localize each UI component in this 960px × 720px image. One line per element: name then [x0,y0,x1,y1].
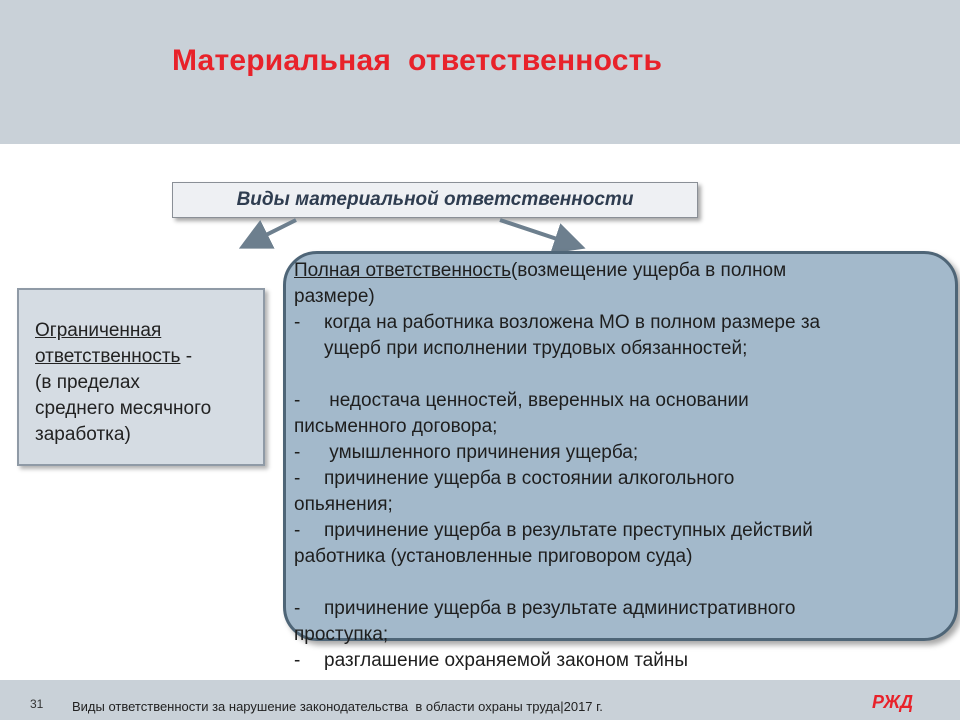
list-item-cont: ущерб при исполнении трудовых обязанностей; [324,338,748,359]
item-dash: - [294,390,301,411]
limited-liability-box [17,288,265,466]
item-dash: - [294,598,301,619]
footer-text: Виды ответственности за нарушение законодательства в области охраны труда|2017 г. [72,699,603,714]
list-item: разглашение охраняемой законом тайны [324,650,689,671]
list-item-cont: опьянения; [294,494,393,515]
full-heading: Полная ответственность [294,260,511,281]
list-item-cont: проступка; [294,624,389,645]
types-heading: Виды материальной ответственности [236,189,634,210]
arrow-right [500,220,578,246]
list-item: причинение ущерба в результате преступных действий [324,520,813,541]
list-item: причинение ущерба в состоянии алкогольного [324,468,735,489]
item-dash: - [294,468,301,489]
list-item: умышленного причинения ущерба; [324,442,639,463]
full-heading-rest: (возмещение ущерба в полном [510,260,787,281]
list-item-cont: работника (установленные приговором суда) [294,546,693,567]
page-number: 31 [30,697,44,711]
item-dash: - [294,312,301,333]
rzd-logo-icon [868,688,938,714]
full-liability-text [294,258,954,674]
limited-dash: - [180,346,193,367]
arrow-left [246,220,296,245]
limited-line5: заработка) [35,424,131,445]
list-item: причинение ущерба в результате административного [324,598,796,619]
list-item-cont: письменного договора; [294,416,498,437]
limited-line4: среднего месячного [35,398,212,419]
limited-heading-line2: ответственность [35,346,181,367]
item-dash: - [294,442,301,463]
item-dash: - [294,520,301,541]
types-heading-box [172,182,698,218]
list-item: когда на работника возложена МО в полном размере за [324,312,821,333]
svg-text:РЖД: РЖД [872,692,914,712]
full-heading-line2: размере) [294,286,375,307]
list-item: недостача ценностей, вверенных на основании [324,390,749,411]
limited-heading-line1: Ограниченная [35,320,162,341]
item-dash: - [294,650,301,671]
limited-line3: (в пределах [35,372,140,393]
slide-title: Материальная ответственность [172,44,663,77]
